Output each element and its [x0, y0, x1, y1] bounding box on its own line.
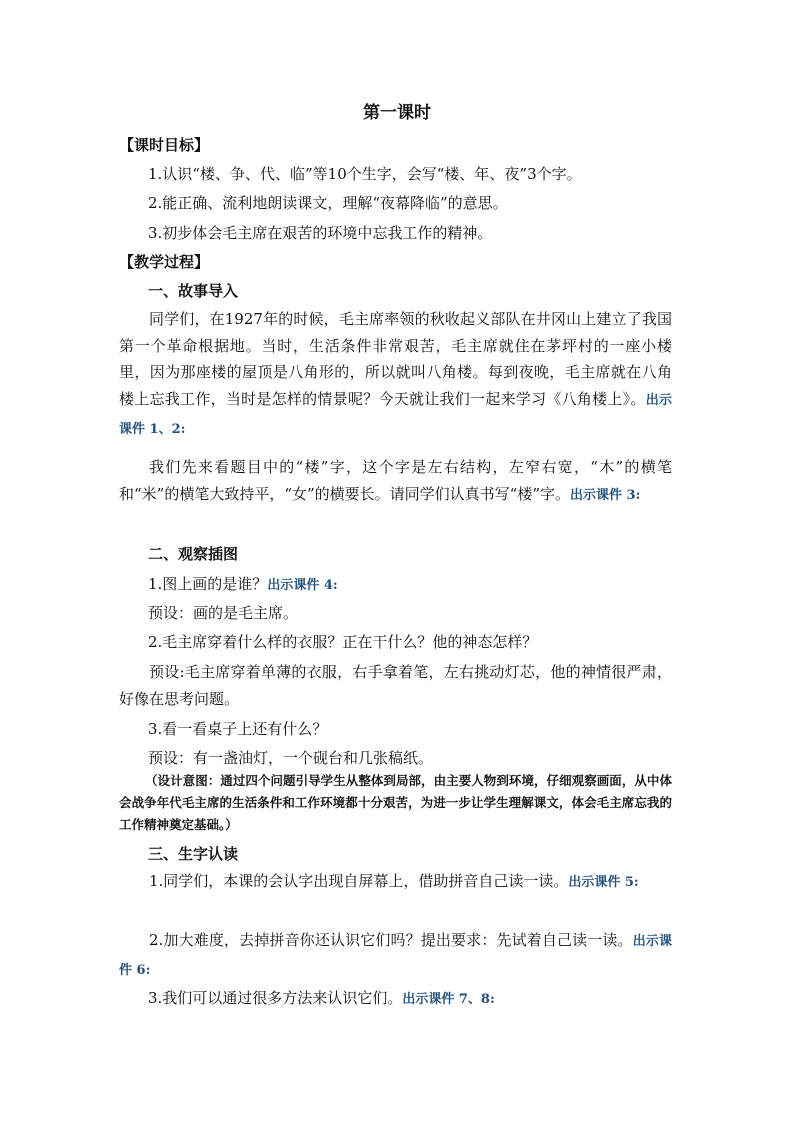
step-2-text: 2.加大难度，去掉拼音你还认识它们吗？提出要求：先试着自己读一读。 [149, 931, 633, 949]
goal-item-1: 1.认识“楼、争、代、临”等10个生字，会写“楼、年、夜”3个字。 [148, 165, 582, 183]
step-3-text: 3.我们可以通过很多方法来认识它们。 [148, 989, 403, 1007]
design-intent-note: （设计意图：通过四个问题引导学生从整体到局部，由主要人物到环境，仔细观察画面，从中体会战争年代毛主席的生活条件和工作环境都十分艰苦，为进一步让学生理解课文，体会毛主席忘我的工作精神奠定基础。） [119, 773, 672, 832]
courseware-ref-7-8: 出示课件 7、8: [402, 992, 495, 1007]
section-2-heading: 二、观察插图 [148, 545, 239, 563]
intro-paragraph [119, 306, 672, 444]
intro-paragraph-text: 同学们，在1927年的时候，毛主席率领的秋收起义部队在井冈山上建立了我国第一个革命根据地。当时，生活条件非常艰苦，毛主席就住在茅坪村的一座小楼里，因为那座楼的屋顶是八角形的，所以就叫八角楼。每到夜晚，毛主席就在八角楼上忘我工作，当时是怎样的情景呢？今天就让我们一起来学习《八角楼上》。 [119, 310, 672, 409]
goal-item-2: 2.能正确、流利地朗读课文，理解“夜幕降临”的意思。 [148, 194, 508, 212]
courseware-ref-1-2: 出示课件 1、2: [119, 393, 672, 437]
section-1-heading: 一、故事导入 [148, 282, 239, 300]
courseware-ref-6: 出示课件 6: [119, 934, 672, 978]
answer-2: 预设:毛主席穿着单薄的衣服，右手拿着笔，左右挑动灯芯，他的神情很严肃，好像在思考问题。 [119, 663, 672, 708]
question-1 [148, 572, 338, 598]
goal-item-3: 3.初步体会毛主席在艰苦的环境中忘我工作的精神。 [148, 224, 493, 242]
character-paragraph [119, 454, 672, 509]
step-1-text: 1.同学们，本课的会认字出现自屏幕上，借助拼音自己读一读。 [149, 872, 569, 890]
step-1 [119, 868, 672, 897]
answer-1: 预设：画的是毛主席。 [148, 604, 299, 622]
courseware-ref-3: 出示课件 3: [570, 487, 641, 503]
page-title: 第一课时 [363, 103, 431, 123]
courseware-ref-4: 出示课件 4: [267, 578, 338, 593]
section-3-heading: 三、生字认读 [148, 845, 239, 863]
answer-3: 预设：有一盏油灯，一个砚台和几张稿纸。 [148, 749, 434, 767]
character-paragraph-text: 我们先来看题目中的“楼”字，这个字是左右结构，左窄右宽，“木”的横笔和“米”的横笔大致持平，“女”的横要长。请同学们认真书写“楼”字。 [119, 458, 672, 503]
goals-heading: 【课时目标】 [119, 136, 210, 154]
step-3 [148, 986, 495, 1012]
question-2: 2.毛主席穿着什么样的衣服？正在干什么？他的神态怎样？ [148, 633, 538, 651]
question-3: 3.看一看桌子上还有什么？ [148, 720, 328, 738]
courseware-ref-5: 出示课件 5: [568, 875, 639, 890]
process-heading: 【教学过程】 [119, 253, 210, 271]
step-2 [119, 927, 672, 984]
question-1-text: 1.图上画的是谁？ [148, 575, 268, 593]
